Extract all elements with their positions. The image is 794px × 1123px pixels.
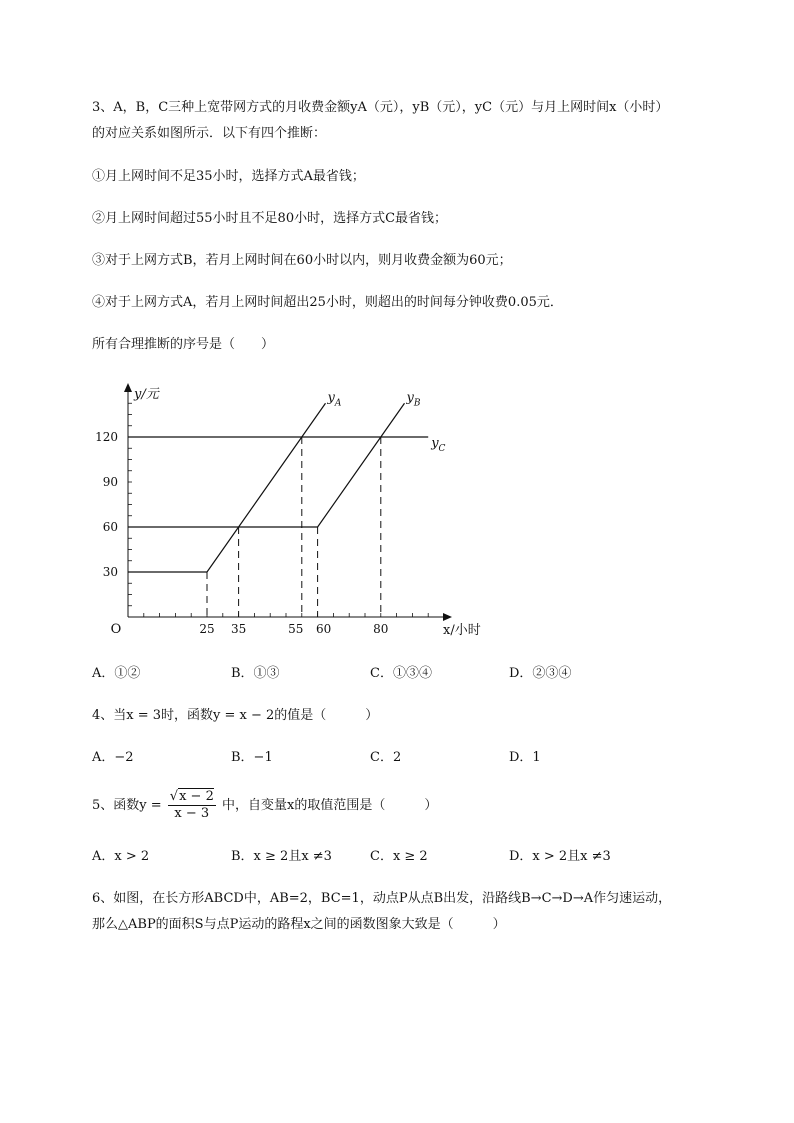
x-tick-label: 60 bbox=[315, 622, 332, 636]
q3-option-b[interactable]: B．①③ bbox=[231, 666, 280, 681]
series-line-yB bbox=[128, 403, 405, 527]
x-tick-label: 80 bbox=[373, 622, 389, 636]
series-label-yB: $y_B$ bbox=[406, 390, 421, 409]
q3-option-d[interactable]: D．②③④ bbox=[509, 666, 572, 681]
q5-denominator: x − 3 bbox=[174, 806, 210, 821]
q3-statement-3: ③对于上网方式B，若月上网时间在60小时以内，则月收费金额为60元； bbox=[92, 253, 512, 268]
series-label-yA: $y_A$ bbox=[327, 390, 342, 409]
y-tick-label: 60 bbox=[102, 520, 118, 534]
y-tick-label: 120 bbox=[95, 430, 118, 444]
q5-fraction: $\frac{√x - 2}{x - 3}$ bbox=[169, 789, 214, 821]
q5-stem bbox=[92, 788, 437, 824]
q4-option-a[interactable]: A．−2 bbox=[92, 750, 134, 765]
q3-statement-2: ②月上网时间超过55小时且不足80小时，选择方式C最省钱； bbox=[92, 211, 448, 226]
x-axis-label: x/小时 bbox=[443, 623, 481, 638]
q6-stem-line2: 那么△ABP的面积S与点P运动的路程x之间的函数图象大致是（ ） bbox=[92, 917, 506, 932]
q4-option-b[interactable]: B．−1 bbox=[231, 750, 273, 765]
x-axis-arrow bbox=[443, 613, 452, 621]
q5-option-d[interactable]: D．x > 2且x ≠3 bbox=[509, 849, 611, 864]
q5-numerator: x − 2 bbox=[179, 789, 214, 804]
series-label-yC: $y_C$ bbox=[431, 436, 446, 454]
origin-label: O bbox=[110, 622, 122, 637]
y-axis-label: y/元 bbox=[134, 387, 159, 402]
y-tick-label: 30 bbox=[102, 565, 118, 579]
y-axis-arrow bbox=[124, 383, 132, 392]
q3-stem-line1: 3、A，B，C三种上宽带网方式的月收费金额yA（元），yB（元），yC（元）与月上网时间x（小时） bbox=[92, 100, 669, 115]
x-tick-label: 25 bbox=[199, 622, 215, 636]
q3-statement-1: ①月上网时间不足35小时，选择方式A最省钱； bbox=[92, 169, 365, 184]
x-tick-label: 55 bbox=[288, 622, 304, 636]
q5-option-b[interactable]: B．x ≥ 2且x ≠3 bbox=[231, 849, 332, 864]
q3-option-a[interactable]: A．①② bbox=[92, 666, 141, 681]
q5-prefix: 5、函数y = bbox=[92, 798, 162, 813]
q4-option-c[interactable]: C．2 bbox=[370, 750, 402, 765]
y-tick-label: 90 bbox=[102, 475, 118, 489]
q4-option-d[interactable]: D．1 bbox=[509, 750, 541, 765]
x-tick-label: 35 bbox=[230, 622, 247, 636]
q3-ask: 所有合理推断的序号是（ ） bbox=[92, 337, 275, 352]
q3-stem-line2: 的对应关系如图所示．以下有四个推断： bbox=[92, 126, 327, 141]
q5-option-c[interactable]: C．x ≥ 2 bbox=[370, 849, 428, 864]
q3-option-c[interactable]: C．①③④ bbox=[370, 666, 432, 681]
q4-stem: 4、当x = 3时，函数y = x − 2的值是（ ） bbox=[92, 708, 379, 723]
q3-statement-4: ④对于上网方式A，若月上网时间超出25小时，则超出的时间每分钟收费0.05元． bbox=[92, 295, 563, 310]
q5-suffix: 中，自变量x的取值范围是（ ） bbox=[221, 798, 438, 813]
q6-stem-line1: 6、如图，在长方形ABCD中，AB=2，BC=1，动点P从点B出发，沿路线B→C→D→A作匀速运动， bbox=[92, 891, 672, 906]
q5-option-a[interactable]: A．x > 2 bbox=[92, 849, 150, 864]
series-line-yA bbox=[128, 403, 326, 572]
